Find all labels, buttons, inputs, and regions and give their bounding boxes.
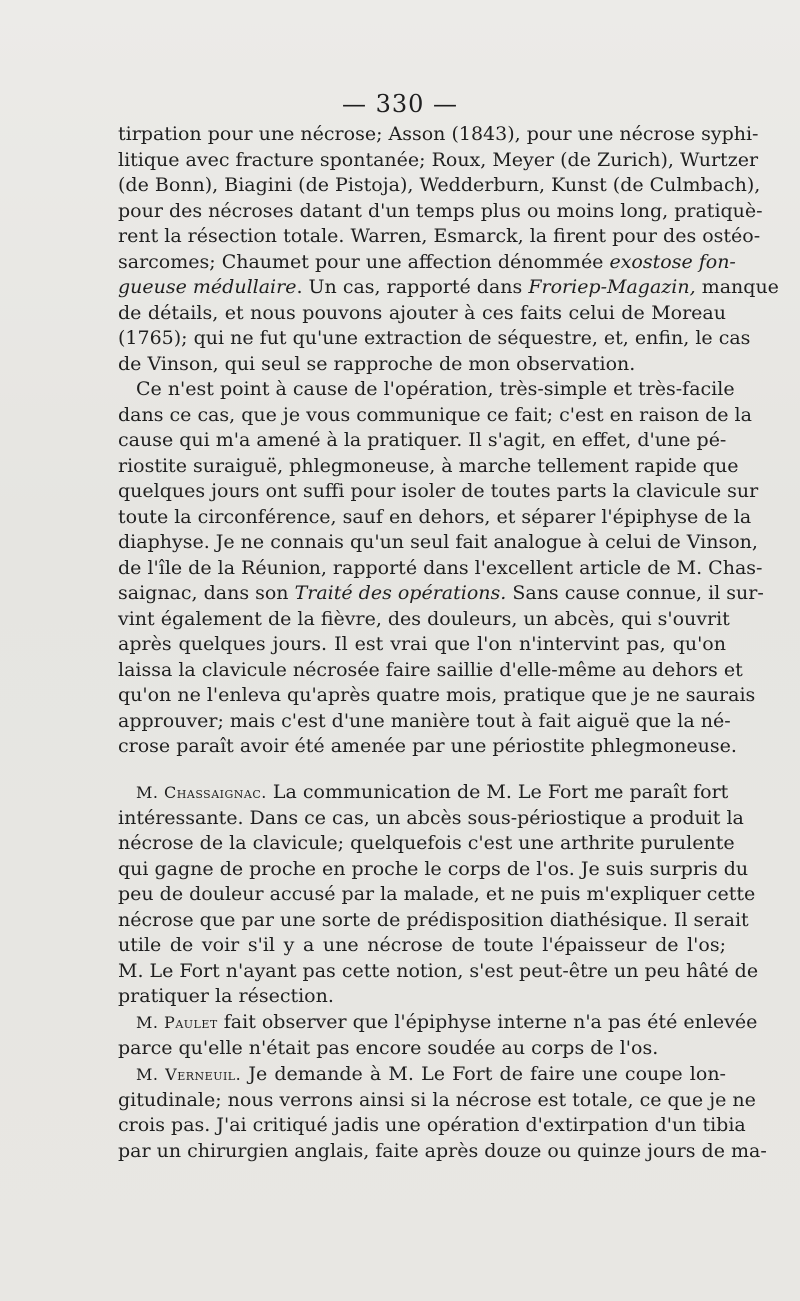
text-line: qu'on ne l'enleva qu'après quatre mois, pratique que je ne saurais: [118, 684, 756, 706]
text-line: [118, 250, 736, 276]
text-line: [118, 1010, 758, 1036]
text-line: peu de douleur accusé par la malade, et ne puis m'expliquer cette: [118, 883, 756, 905]
text-line: parce qu'elle n'était pas encore soudée au corps de l'os.: [118, 1036, 659, 1059]
text-line: intéressante. Dans ce cas, un abcès sous-périostique a produit la: [118, 806, 744, 829]
text-line: de Vinson, qui seul se rapproche de mon observation.: [118, 352, 636, 375]
text-line: utile de voir s'il y a une nécrose de toute l'épaisseur de l'os;: [118, 934, 726, 956]
text-line: (de Bonn), Biagini (de Pistoja), Wedderburn, Kunst (de Culmbach),: [118, 174, 761, 196]
text-segment: sarcomes; Chaumet pour une affection dénommée: [118, 250, 610, 273]
text-line: pratiquer la résection.: [118, 985, 334, 1007]
text-line: (1765); qui ne fut qu'une extraction de séquestre, et, enfin, le cas: [118, 327, 751, 349]
speaker-name: M. Paulet: [136, 1013, 218, 1032]
text-line: nécrose de la clavicule; quelquefois c'est une arthrite purulente: [118, 832, 735, 854]
text-line: cause qui m'a amené à la pratiquer. Il s'agit, en effet, d'une pé-: [118, 429, 727, 451]
text-line: toute la circonférence, sauf en dehors, et séparer l'épiphyse de la: [118, 505, 752, 528]
text-line: par un chirurgien anglais, faite après douze ou quinze jours de ma-: [118, 1139, 767, 1162]
text-line: litique avec fracture spontanée; Roux, Meyer (de Zurich), Wurtzer: [118, 148, 759, 171]
text-line: M. Le Fort n'ayant pas cette notion, s'est peut-être un peu hâté de: [118, 959, 759, 982]
paragraph-3: [118, 780, 759, 1010]
italic-term: gueuse médullaire: [118, 276, 297, 298]
text-line: crose paraît avoir été amenée par une périostite phlegmoneuse.: [118, 735, 737, 757]
text-segment: La communication de M. Le Fort me paraît fort: [266, 781, 729, 803]
text-segment: manque: [695, 276, 779, 298]
text-segment: Je demande à M. Le Fort de faire une coupe lon-: [241, 1063, 726, 1085]
text-line: vint également de la fièvre, des douleurs, un abcès, qui s'ouvrit: [118, 607, 730, 630]
text-segment: saignac, dans son: [118, 582, 295, 604]
italic-title: Traité des opérations.: [294, 582, 507, 604]
text-segment: Sans cause connue, il sur-: [506, 582, 764, 604]
text-line: Ce n'est point à cause de l'opération, très-simple et très-facile: [136, 378, 735, 400]
text-line: riostite suraiguë, phlegmoneuse, à marche tellement rapide que: [118, 454, 739, 477]
speaker-name: M. Verneuil.: [136, 1065, 242, 1084]
text-line: dans ce cas, que je vous communique ce fait; c'est en raison de la: [118, 403, 752, 426]
text-segment: fait observer que l'épiphyse interne n'a pas été enlevée: [217, 1011, 758, 1033]
text-line: nécrose que par une sorte de prédisposition diathésique. Il serait: [118, 908, 749, 931]
text-line: pour des nécroses datant d'un temps plus ou moins long, pratiquè-: [118, 199, 763, 222]
text-line: crois pas. J'ai critiqué jadis une opération d'extirpation d'un tibia: [118, 1114, 746, 1136]
text-line: tirpation pour une nécrose; Asson (1843), pour une nécrose syphi-: [118, 123, 759, 145]
paragraph-2: [118, 377, 764, 760]
text-segment: . Un cas, rapporté dans: [296, 276, 529, 298]
text-line: qui gagne de proche en proche le corps de l'os. Je suis surpris du: [118, 857, 749, 880]
speaker-name: M. Chassaignac.: [136, 783, 267, 802]
text-line: [118, 581, 764, 607]
text-line: [118, 1062, 726, 1088]
text-line: laissa la clavicule nécrosée faire saillie d'elle-même au dehors et: [118, 658, 743, 681]
text-line: de l'île de la Réunion, rapporté dans l'excellent article de M. Chas-: [118, 556, 763, 579]
italic-term: exostose fon-: [609, 250, 736, 273]
text-line: de détails, et nous pouvons ajouter à ces faits celui de Moreau: [118, 301, 726, 324]
paragraph-4: [118, 1010, 758, 1061]
italic-title: Froriep-Magazin,: [528, 276, 696, 298]
text-line: [118, 275, 779, 301]
paragraph-5: [118, 1062, 767, 1164]
page-number: — 330 —: [341, 90, 459, 118]
text-line: après quelques jours. Il est vrai que l'on n'intervint pas, qu'on: [118, 633, 726, 655]
text-line: approuver; mais c'est d'une manière tout à fait aiguë que la né-: [118, 709, 731, 732]
text-line: [118, 780, 729, 806]
text-line: diaphyse. Je ne connais qu'un seul fait analogue à celui de Vinson,: [118, 531, 758, 553]
text-line: gitudinale; nous verrons ainsi si la nécrose est totale, ce que je ne: [118, 1088, 756, 1111]
paragraph-1: [118, 122, 779, 377]
text-line: rent la résection totale. Warren, Esmarck, la firent pour des ostéo-: [118, 225, 761, 247]
text-line: quelques jours ont suffi pour isoler de toutes parts la clavicule sur: [118, 480, 759, 502]
